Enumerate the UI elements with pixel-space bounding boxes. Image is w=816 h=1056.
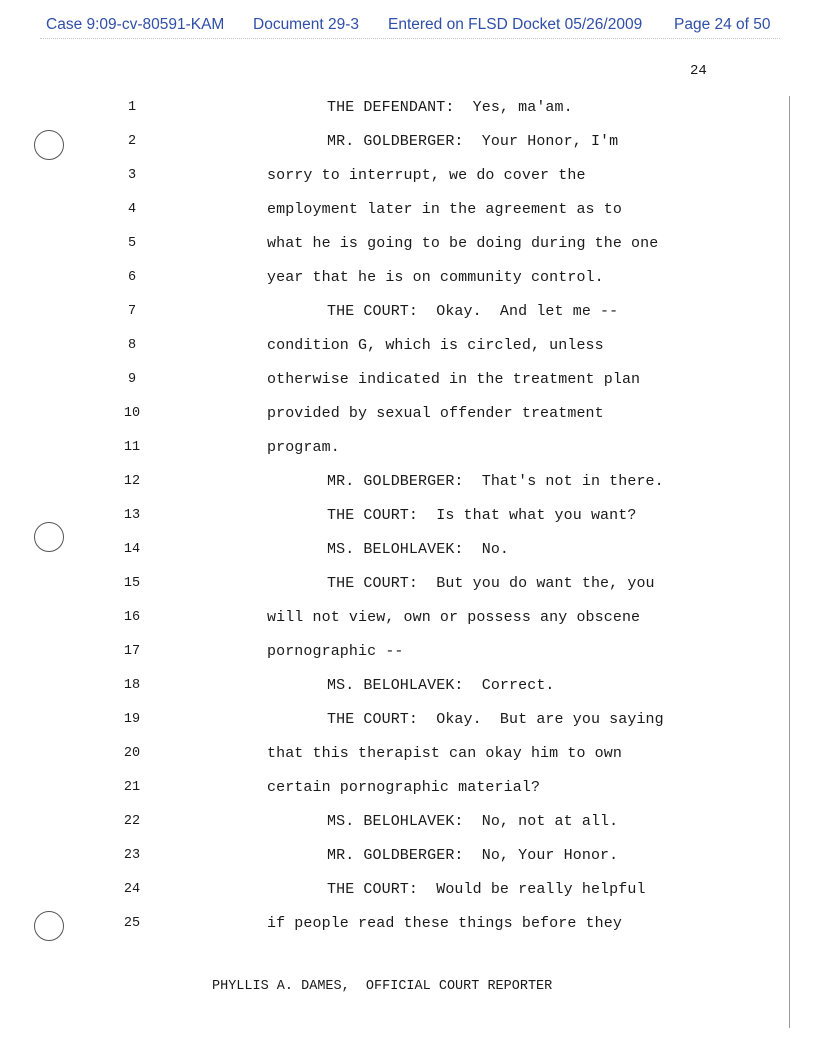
line-number: 25 — [123, 916, 141, 931]
line-number: 3 — [127, 168, 137, 183]
transcript-line: MS. BELOHLAVEK: No. — [327, 541, 510, 558]
line-number: 20 — [123, 746, 141, 761]
transcript-line: otherwise indicated in the treatment plan — [267, 371, 641, 388]
transcript-line: MS. BELOHLAVEK: Correct. — [327, 677, 555, 694]
transcript-line: MR. GOLDBERGER: That's not in there. — [327, 473, 664, 490]
line-number: 21 — [123, 780, 141, 795]
transcript-page-number: 24 — [690, 63, 707, 79]
line-number: 8 — [127, 338, 137, 353]
transcript-line: THE COURT: But you do want the, you — [327, 575, 655, 592]
transcript-line: THE COURT: Is that what you want? — [327, 507, 637, 524]
line-number: 6 — [127, 270, 137, 285]
transcript-line: that this therapist can okay him to own — [267, 745, 622, 762]
transcript-line: THE COURT: Okay. And let me -- — [327, 303, 619, 320]
line-number: 19 — [123, 712, 141, 727]
court-reporter-footer: PHYLLIS A. DAMES, OFFICIAL COURT REPORTER — [212, 979, 553, 994]
transcript-line: MR. GOLDBERGER: No, Your Honor. — [327, 847, 619, 864]
line-number: 5 — [127, 236, 137, 251]
line-number: 16 — [123, 610, 141, 625]
line-number: 1 — [127, 100, 137, 115]
transcript-line: employment later in the agreement as to — [267, 201, 622, 218]
transcript-line: what he is going to be doing during the one — [267, 235, 659, 252]
punch-hole-icon — [34, 130, 64, 160]
line-number: 9 — [127, 372, 137, 387]
line-number: 11 — [123, 440, 141, 455]
line-number: 22 — [123, 814, 141, 829]
line-number: 23 — [123, 848, 141, 863]
transcript-line: provided by sexual offender treatment — [267, 405, 604, 422]
line-number: 10 — [123, 406, 141, 421]
transcript-line: certain pornographic material? — [267, 779, 541, 796]
line-number: 7 — [127, 304, 137, 319]
transcript-line: sorry to interrupt, we do cover the — [267, 167, 586, 184]
transcript-line: if people read these things before they — [267, 915, 622, 932]
transcript-line: THE COURT: Would be really helpful — [327, 881, 646, 898]
line-number: 15 — [123, 576, 141, 591]
line-number: 14 — [123, 542, 141, 557]
transcript-line: year that he is on community control. — [267, 269, 604, 286]
line-number: 13 — [123, 508, 141, 523]
line-number: 4 — [127, 202, 137, 217]
line-number: 17 — [123, 644, 141, 659]
transcript-line: MR. GOLDBERGER: Your Honor, I'm — [327, 133, 619, 150]
transcript-line: condition G, which is circled, unless — [267, 337, 604, 354]
docket-entry-date: Entered on FLSD Docket 05/26/2009 — [388, 16, 643, 33]
transcript-line: program. — [267, 439, 340, 456]
transcript-line: will not view, own or possess any obscene — [267, 609, 641, 626]
punch-hole-icon — [34, 911, 64, 941]
line-number: 24 — [123, 882, 141, 897]
transcript-line: MS. BELOHLAVEK: No, not at all. — [327, 813, 619, 830]
transcript-line: THE DEFENDANT: Yes, ma'am. — [327, 99, 573, 116]
transcript-line: pornographic -- — [267, 643, 404, 660]
line-number: 2 — [127, 134, 137, 149]
transcript-line: THE COURT: Okay. But are you saying — [327, 711, 664, 728]
page-indicator: Page 24 of 50 — [674, 16, 771, 33]
punch-hole-icon — [34, 522, 64, 552]
line-number: 12 — [123, 474, 141, 489]
document-number: Document 29-3 — [253, 16, 359, 33]
right-margin-rule — [789, 96, 790, 1028]
line-number: 18 — [123, 678, 141, 693]
header-divider — [40, 38, 780, 39]
case-number: Case 9:09-cv-80591-KAM — [46, 16, 225, 33]
